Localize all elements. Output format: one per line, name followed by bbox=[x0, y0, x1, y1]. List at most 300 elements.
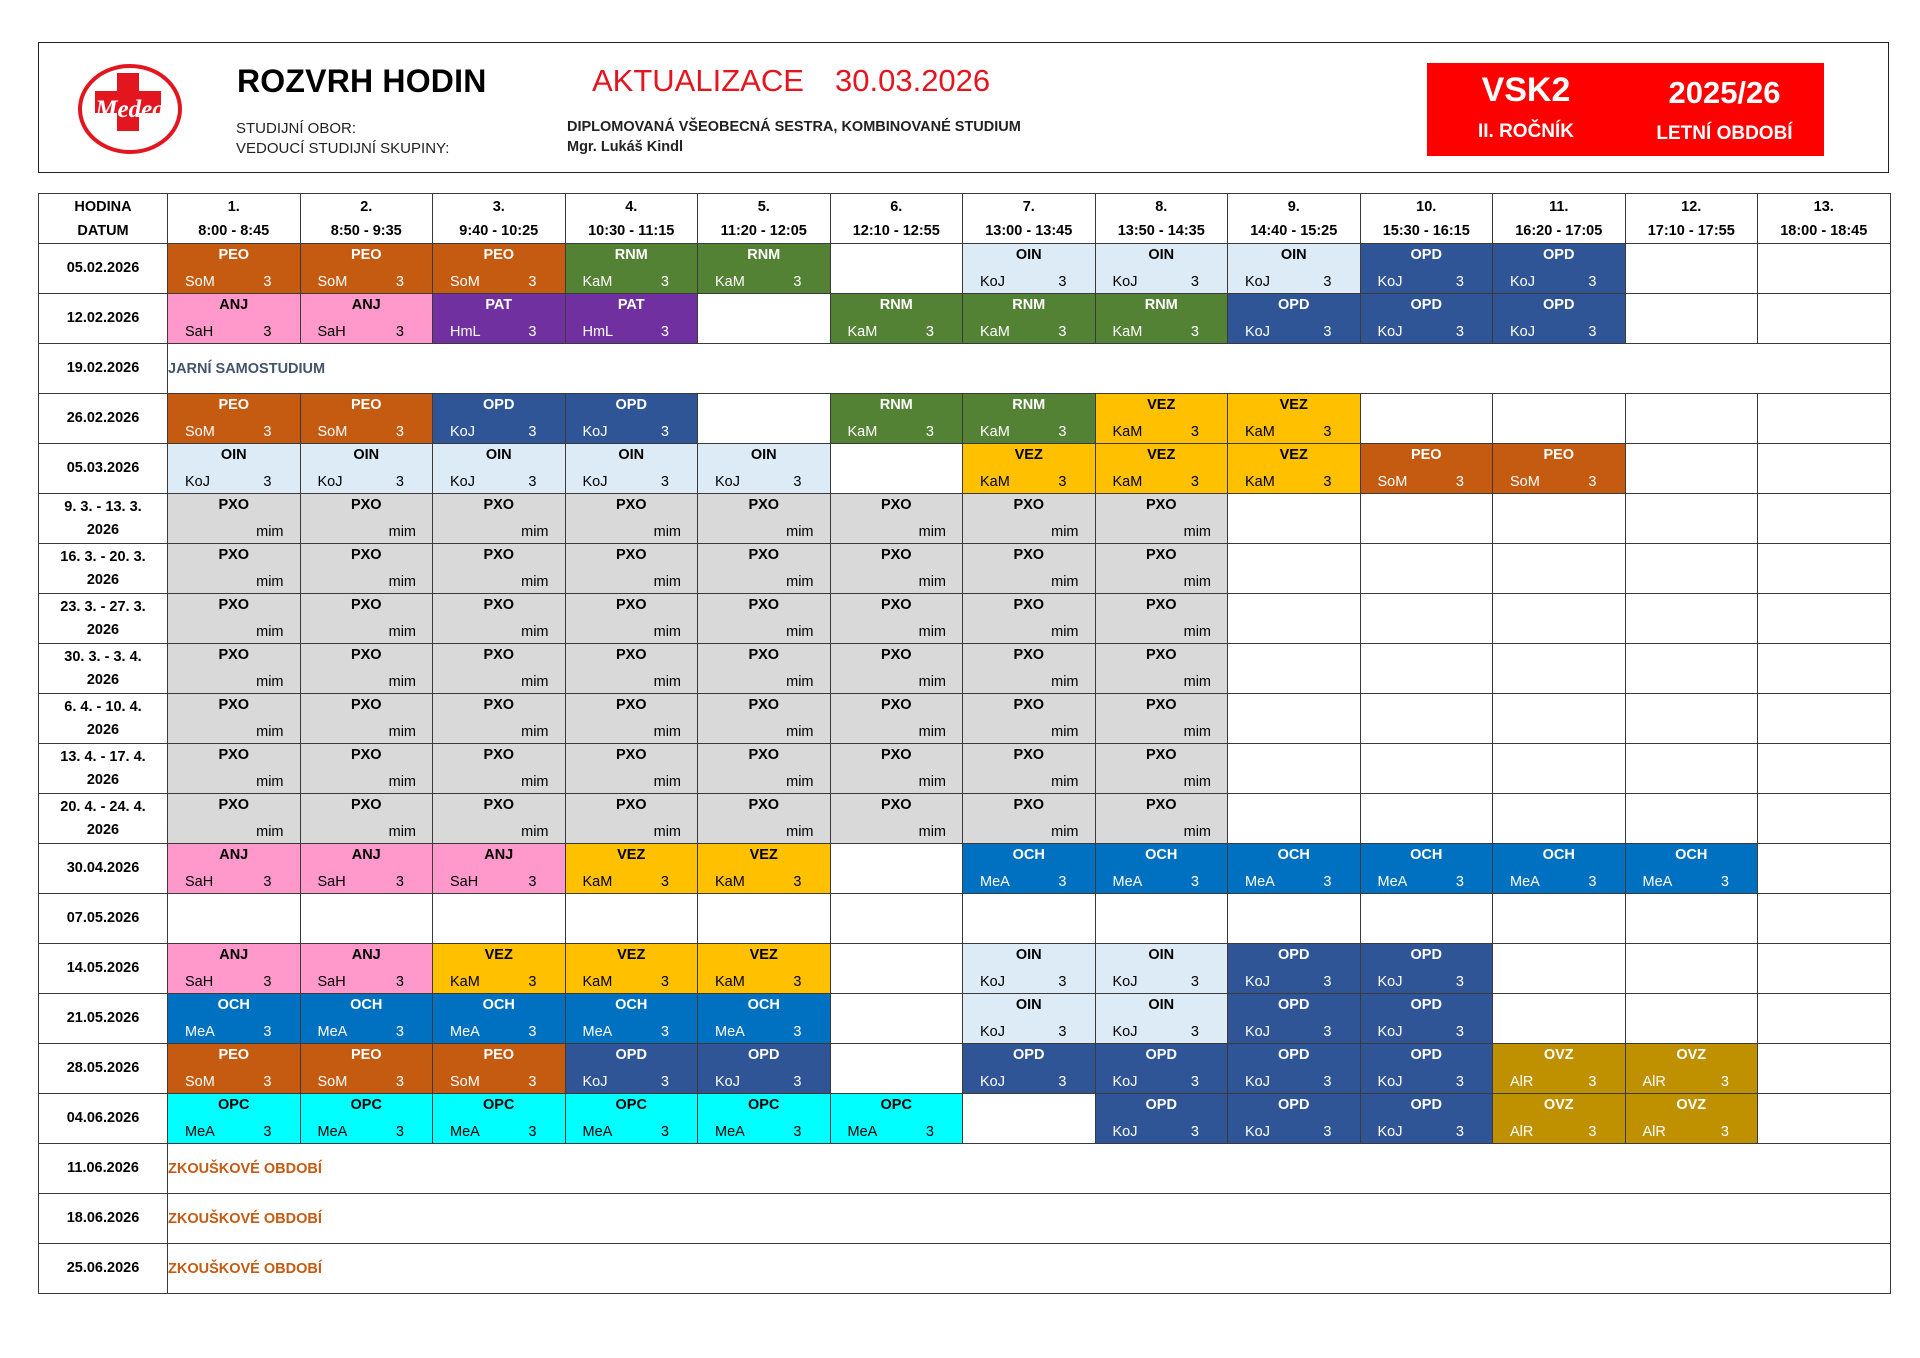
lesson-cell bbox=[168, 444, 301, 494]
subject-code: OPD bbox=[1410, 1097, 1442, 1113]
schedule-row bbox=[39, 344, 1891, 394]
subject-code: PXO bbox=[218, 497, 250, 513]
teacher-code: KoJ bbox=[715, 1074, 740, 1090]
lesson-cell bbox=[1095, 544, 1228, 594]
lesson-cell bbox=[1360, 844, 1493, 894]
subject-code: PXO bbox=[1013, 747, 1045, 763]
subject-code: PXO bbox=[1145, 547, 1177, 563]
hours-count: 3 bbox=[1720, 1124, 1729, 1140]
hours-count: 3 bbox=[1058, 1074, 1067, 1090]
empty-cell bbox=[1493, 544, 1626, 594]
empty-cell bbox=[1758, 294, 1891, 344]
subject-code: OIN bbox=[1280, 247, 1307, 263]
empty-cell bbox=[1758, 394, 1891, 444]
location-code: mim bbox=[1051, 624, 1079, 640]
teacher-code: KoJ bbox=[980, 1024, 1005, 1040]
lesson-cell bbox=[1228, 444, 1361, 494]
date-text: 19.02.2026 bbox=[66, 360, 140, 376]
subject-code: PXO bbox=[483, 647, 515, 663]
lesson-cell bbox=[433, 444, 566, 494]
empty-cell bbox=[1625, 244, 1758, 294]
subject-code: PXO bbox=[218, 697, 250, 713]
subject-code: ANJ bbox=[351, 297, 381, 313]
schedule-row bbox=[39, 244, 1891, 294]
subject-code: PXO bbox=[880, 647, 912, 663]
location-code: mim bbox=[388, 624, 416, 640]
period-header bbox=[1228, 194, 1361, 244]
lesson-cell bbox=[830, 594, 963, 644]
location-code: mim bbox=[786, 574, 814, 590]
lesson-cell bbox=[963, 294, 1096, 344]
schedule-row bbox=[39, 394, 1891, 444]
lesson-cell bbox=[1360, 1044, 1493, 1094]
lesson-cell bbox=[565, 1094, 698, 1144]
lesson-cell bbox=[1095, 744, 1228, 794]
lesson-cell bbox=[1095, 994, 1228, 1044]
lesson-cell bbox=[698, 994, 831, 1044]
date-text: 23. 3. - 27. 3. bbox=[60, 598, 146, 615]
subject-code: PXO bbox=[880, 797, 912, 813]
group-badge bbox=[1427, 63, 1824, 156]
empty-cell bbox=[1095, 894, 1228, 944]
date-cell bbox=[39, 694, 168, 744]
location-code: mim bbox=[1051, 724, 1079, 740]
subject-code: OPD bbox=[1543, 247, 1575, 263]
lesson-cell bbox=[168, 794, 301, 844]
subject-code: PXO bbox=[1145, 697, 1177, 713]
hours-count: 3 bbox=[1058, 1024, 1067, 1040]
hours-count: 3 bbox=[1588, 874, 1597, 890]
period-time: 10:30 - 11:15 bbox=[588, 222, 675, 239]
empty-cell bbox=[1758, 1094, 1891, 1144]
location-code: mim bbox=[1051, 824, 1079, 840]
hours-count: 3 bbox=[1323, 1124, 1332, 1140]
lesson-cell bbox=[698, 444, 831, 494]
empty-cell bbox=[1493, 694, 1626, 744]
hours-count: 3 bbox=[1058, 974, 1067, 990]
subject-code: OCH bbox=[747, 997, 780, 1013]
hours-count: 3 bbox=[1190, 324, 1199, 340]
location-code: mim bbox=[653, 724, 681, 740]
teacher-code: KoJ bbox=[1245, 274, 1270, 290]
subject-code: PEO bbox=[350, 397, 382, 413]
subject-code: OPD bbox=[1410, 297, 1442, 313]
lesson-cell bbox=[1493, 844, 1626, 894]
location-code: mim bbox=[786, 524, 814, 540]
subject-code: ANJ bbox=[351, 947, 381, 963]
teacher-code: KoJ bbox=[1112, 1024, 1138, 1040]
subject-code: OPC bbox=[880, 1097, 912, 1113]
teacher-code: KoJ bbox=[450, 474, 475, 490]
date-cell bbox=[39, 1094, 168, 1144]
lesson-cell bbox=[698, 244, 831, 294]
lesson-cell bbox=[565, 294, 698, 344]
empty-cell bbox=[433, 894, 566, 944]
teacher-code: MeA bbox=[185, 1024, 215, 1040]
lesson-cell bbox=[830, 294, 963, 344]
lesson-cell bbox=[565, 1044, 698, 1094]
lesson-cell bbox=[565, 694, 698, 744]
lesson-cell bbox=[830, 644, 963, 694]
empty-cell bbox=[1360, 494, 1493, 544]
location-code: mim bbox=[388, 824, 416, 840]
leader-label: VEDOUCÍ STUDIJNÍ SKUPINY: bbox=[236, 140, 450, 157]
subject-code: PXO bbox=[483, 697, 515, 713]
lesson-cell bbox=[300, 794, 433, 844]
location-code: mim bbox=[918, 524, 946, 540]
teacher-code: KaM bbox=[847, 424, 878, 440]
lesson-cell bbox=[300, 944, 433, 994]
subject-code: PXO bbox=[1145, 647, 1177, 663]
subject-code: VEZ bbox=[1147, 397, 1176, 413]
date-cell bbox=[39, 894, 168, 944]
lesson-cell bbox=[1228, 944, 1361, 994]
subject-code: PEO bbox=[218, 1047, 250, 1063]
subject-code: PXO bbox=[1013, 597, 1045, 613]
medea-logo-icon bbox=[77, 63, 183, 155]
subject-code: PXO bbox=[880, 697, 912, 713]
hours-count: 3 bbox=[1190, 474, 1199, 490]
lesson-cell bbox=[565, 644, 698, 694]
period-time: 17:10 - 17:55 bbox=[1647, 222, 1735, 239]
hours-count: 3 bbox=[1455, 1074, 1464, 1090]
empty-cell bbox=[1625, 294, 1758, 344]
lesson-cell bbox=[300, 594, 433, 644]
lesson-cell bbox=[963, 444, 1096, 494]
date-cell bbox=[39, 1044, 168, 1094]
lesson-cell bbox=[1625, 844, 1758, 894]
teacher-code: SaH bbox=[317, 874, 346, 890]
empty-cell bbox=[1758, 744, 1891, 794]
group-code: VSK2 bbox=[1481, 71, 1571, 109]
leader-value: Mgr. Lukáš Kindl bbox=[567, 139, 684, 155]
teacher-code: MeA bbox=[185, 1124, 215, 1140]
corner-header bbox=[39, 194, 168, 244]
lesson-cell bbox=[698, 494, 831, 544]
lesson-cell bbox=[1360, 1094, 1493, 1144]
hours-count: 3 bbox=[1455, 274, 1464, 290]
period-header bbox=[565, 194, 698, 244]
hours-count: 3 bbox=[1323, 324, 1332, 340]
empty-cell bbox=[963, 894, 1096, 944]
schedule-table bbox=[38, 193, 1891, 1294]
teacher-code: MeA bbox=[317, 1024, 348, 1040]
teacher-code: MeA bbox=[450, 1124, 480, 1140]
teacher-code: KaM bbox=[582, 874, 613, 890]
empty-cell bbox=[300, 894, 433, 944]
subject-code: PXO bbox=[1013, 797, 1045, 813]
subject-code: RNM bbox=[879, 397, 913, 413]
subject-code: VEZ bbox=[1014, 447, 1043, 463]
subject-code: PXO bbox=[615, 497, 647, 513]
subject-code: VEZ bbox=[749, 947, 778, 963]
teacher-code: KaM bbox=[980, 424, 1010, 440]
empty-cell bbox=[1625, 594, 1758, 644]
teacher-code: KoJ bbox=[450, 424, 475, 440]
location-code: mim bbox=[521, 724, 549, 740]
empty-cell bbox=[1493, 944, 1626, 994]
period-number: 6. bbox=[890, 198, 903, 215]
schedule-row bbox=[39, 694, 1891, 744]
empty-cell bbox=[1360, 744, 1493, 794]
period-header bbox=[830, 194, 963, 244]
location-code: mim bbox=[521, 774, 549, 790]
teacher-code: MeA bbox=[582, 1024, 613, 1040]
schedule-row bbox=[39, 494, 1891, 544]
empty-cell bbox=[1625, 794, 1758, 844]
lesson-cell bbox=[1228, 844, 1361, 894]
location-code: mim bbox=[786, 724, 814, 740]
hours-count: 3 bbox=[1058, 424, 1067, 440]
hours-count: 3 bbox=[660, 474, 669, 490]
lesson-cell bbox=[698, 544, 831, 594]
hours-count: 3 bbox=[528, 474, 537, 490]
lesson-cell bbox=[1095, 794, 1228, 844]
empty-cell bbox=[1360, 594, 1493, 644]
subject-code: PXO bbox=[350, 697, 382, 713]
subject-code: PXO bbox=[748, 497, 780, 513]
lesson-cell bbox=[433, 394, 566, 444]
period-number: 9. bbox=[1287, 198, 1300, 215]
date-cell bbox=[39, 944, 168, 994]
date-cell bbox=[39, 844, 168, 894]
empty-cell bbox=[1228, 594, 1361, 644]
teacher-code: KoJ bbox=[1245, 1024, 1270, 1040]
teacher-code: MeA bbox=[1642, 874, 1673, 890]
date-cell bbox=[39, 744, 168, 794]
lesson-cell bbox=[698, 944, 831, 994]
teacher-code: MeA bbox=[1245, 874, 1275, 890]
location-code: mim bbox=[653, 624, 681, 640]
subject-code: OIN bbox=[750, 447, 777, 463]
lesson-cell bbox=[963, 494, 1096, 544]
teacher-code: MeA bbox=[980, 874, 1010, 890]
location-code: mim bbox=[918, 824, 946, 840]
hours-count: 3 bbox=[1455, 874, 1464, 890]
lesson-cell bbox=[300, 994, 433, 1044]
hours-count: 3 bbox=[793, 474, 802, 490]
date-text: 2026 bbox=[86, 571, 120, 588]
period-header bbox=[1493, 194, 1626, 244]
location-code: mim bbox=[918, 724, 946, 740]
subject-code: PXO bbox=[748, 647, 780, 663]
hours-count: 3 bbox=[395, 1024, 404, 1040]
location-code: mim bbox=[653, 674, 681, 690]
subject-code: OCH bbox=[1012, 847, 1045, 863]
empty-cell bbox=[1625, 394, 1758, 444]
lesson-cell bbox=[830, 494, 963, 544]
empty-cell bbox=[1228, 494, 1361, 544]
empty-cell bbox=[1758, 894, 1891, 944]
hours-count: 3 bbox=[1190, 1074, 1199, 1090]
lesson-cell bbox=[565, 944, 698, 994]
date-cell bbox=[39, 1244, 168, 1294]
lesson-cell bbox=[433, 644, 566, 694]
hours-count: 3 bbox=[793, 274, 802, 290]
location-code: mim bbox=[653, 774, 681, 790]
teacher-code: AlR bbox=[1510, 1074, 1534, 1090]
period-time: 8:00 - 8:45 bbox=[198, 222, 270, 239]
lesson-cell bbox=[433, 744, 566, 794]
subject-code: RNM bbox=[1012, 297, 1046, 313]
subject-code: PEO bbox=[1410, 447, 1442, 463]
schedule-row bbox=[39, 294, 1891, 344]
subject-code: ANJ bbox=[219, 297, 249, 313]
subject-code: OIN bbox=[1015, 997, 1042, 1013]
subject-code: PXO bbox=[1145, 597, 1177, 613]
subject-code: PXO bbox=[218, 747, 250, 763]
subject-code: PXO bbox=[1013, 497, 1045, 513]
hours-count: 3 bbox=[1455, 974, 1464, 990]
subject-code: PEO bbox=[483, 1047, 515, 1063]
lesson-cell bbox=[963, 944, 1096, 994]
lesson-cell bbox=[1625, 1094, 1758, 1144]
teacher-code: SoM bbox=[185, 274, 215, 290]
schedule-row bbox=[39, 744, 1891, 794]
subject-code: OPD bbox=[1278, 297, 1310, 313]
note-cell: ZKOUŠKOVÉ OBDOBÍ bbox=[168, 1244, 1891, 1294]
subject-code: OPD bbox=[1278, 1097, 1310, 1113]
lesson-cell bbox=[1228, 1044, 1361, 1094]
hours-count: 3 bbox=[660, 1124, 669, 1140]
hours-count: 3 bbox=[1455, 1124, 1464, 1140]
hours-count: 3 bbox=[1190, 1124, 1199, 1140]
hours-count: 3 bbox=[925, 1124, 934, 1140]
lesson-cell bbox=[963, 544, 1096, 594]
empty-cell bbox=[1758, 444, 1891, 494]
hours-count: 3 bbox=[528, 1124, 537, 1140]
hours-count: 3 bbox=[395, 1124, 404, 1140]
empty-cell bbox=[830, 894, 963, 944]
lesson-cell bbox=[1095, 1094, 1228, 1144]
teacher-code: MeA bbox=[1377, 874, 1408, 890]
location-code: mim bbox=[388, 524, 416, 540]
lesson-cell bbox=[433, 944, 566, 994]
empty-cell bbox=[1228, 744, 1361, 794]
teacher-code: MeA bbox=[450, 1024, 480, 1040]
empty-cell bbox=[1758, 544, 1891, 594]
lesson-cell bbox=[300, 844, 433, 894]
period-number: 5. bbox=[757, 198, 770, 215]
teacher-code: KaM bbox=[450, 974, 480, 990]
lesson-cell bbox=[433, 494, 566, 544]
teacher-code: KoJ bbox=[1510, 324, 1535, 340]
note-cell: ZKOUŠKOVÉ OBDOBÍ bbox=[168, 1144, 1891, 1194]
subject-code: PEO bbox=[350, 1047, 382, 1063]
date-text: 04.06.2026 bbox=[66, 1110, 140, 1126]
teacher-code: KoJ bbox=[1112, 1074, 1138, 1090]
period-header bbox=[1625, 194, 1758, 244]
subject-code: ANJ bbox=[219, 947, 249, 963]
lesson-cell bbox=[963, 244, 1096, 294]
hours-count: 3 bbox=[660, 274, 669, 290]
empty-cell bbox=[1493, 994, 1626, 1044]
subject-code: OIN bbox=[1148, 997, 1175, 1013]
subject-code: PXO bbox=[880, 547, 912, 563]
lesson-cell bbox=[698, 644, 831, 694]
date-cell bbox=[39, 394, 168, 444]
empty-cell bbox=[1493, 794, 1626, 844]
subject-code: OIN bbox=[1015, 247, 1042, 263]
teacher-code: KaM bbox=[1245, 424, 1275, 440]
subject-code: PXO bbox=[1145, 497, 1177, 513]
lesson-cell bbox=[1360, 444, 1493, 494]
hours-count: 3 bbox=[1323, 424, 1332, 440]
location-code: mim bbox=[256, 724, 284, 740]
lesson-cell bbox=[1360, 294, 1493, 344]
date-cell bbox=[39, 294, 168, 344]
lesson-cell bbox=[433, 1044, 566, 1094]
lesson-cell bbox=[1228, 244, 1361, 294]
teacher-code: KaM bbox=[715, 974, 745, 990]
location-code: mim bbox=[786, 774, 814, 790]
lesson-cell bbox=[963, 794, 1096, 844]
teacher-code: KoJ bbox=[1377, 974, 1403, 990]
subject-code: PXO bbox=[1013, 647, 1045, 663]
subject-code: OPD bbox=[615, 1047, 647, 1063]
logo-text: Medea bbox=[95, 96, 165, 123]
teacher-code: MeA bbox=[582, 1124, 613, 1140]
period-number: 12. bbox=[1681, 198, 1702, 215]
subject-code: PXO bbox=[748, 747, 780, 763]
location-code: mim bbox=[521, 524, 549, 540]
schedule-row bbox=[39, 944, 1891, 994]
location-code: mim bbox=[256, 574, 284, 590]
hours-count: 3 bbox=[528, 424, 537, 440]
subject-code: ANJ bbox=[219, 847, 249, 863]
lesson-cell bbox=[565, 544, 698, 594]
subject-code: VEZ bbox=[1279, 447, 1308, 463]
lesson-cell bbox=[1493, 244, 1626, 294]
teacher-code: KoJ bbox=[1245, 1124, 1270, 1140]
teacher-code: MeA bbox=[317, 1124, 348, 1140]
empty-cell bbox=[830, 844, 963, 894]
date-cell bbox=[39, 594, 168, 644]
date-cell bbox=[39, 244, 168, 294]
hours-count: 3 bbox=[395, 1074, 404, 1090]
teacher-code: HmL bbox=[582, 324, 614, 340]
teacher-code: KoJ bbox=[185, 474, 210, 490]
empty-cell bbox=[1625, 744, 1758, 794]
subject-code: OVZ bbox=[1676, 1047, 1707, 1063]
grade: II. ROČNÍK bbox=[1477, 121, 1575, 142]
lesson-cell bbox=[433, 1094, 566, 1144]
period-time: 16:20 - 17:05 bbox=[1515, 222, 1603, 239]
subject-code: OCH bbox=[1277, 847, 1310, 863]
teacher-code: SoM bbox=[317, 274, 348, 290]
lesson-cell bbox=[1095, 494, 1228, 544]
lesson-cell bbox=[565, 794, 698, 844]
teacher-code: SoM bbox=[185, 1074, 215, 1090]
lesson-cell bbox=[963, 844, 1096, 894]
teacher-code: KoJ bbox=[1377, 274, 1403, 290]
subject-code: PXO bbox=[483, 797, 515, 813]
lesson-cell bbox=[1095, 294, 1228, 344]
teacher-code: SaH bbox=[450, 874, 479, 890]
lesson-cell bbox=[698, 1044, 831, 1094]
lesson-cell bbox=[1493, 1044, 1626, 1094]
update-label: AKTUALIZACE bbox=[592, 63, 804, 98]
date-text: 26.02.2026 bbox=[66, 410, 140, 426]
lesson-cell bbox=[300, 394, 433, 444]
subject-code: OPD bbox=[1410, 247, 1442, 263]
lesson-cell bbox=[565, 994, 698, 1044]
teacher-code: SaH bbox=[185, 324, 214, 340]
hours-count: 3 bbox=[660, 1024, 669, 1040]
hours-count: 3 bbox=[263, 474, 272, 490]
lesson-cell bbox=[300, 1044, 433, 1094]
subject-code: OCH bbox=[615, 997, 648, 1013]
